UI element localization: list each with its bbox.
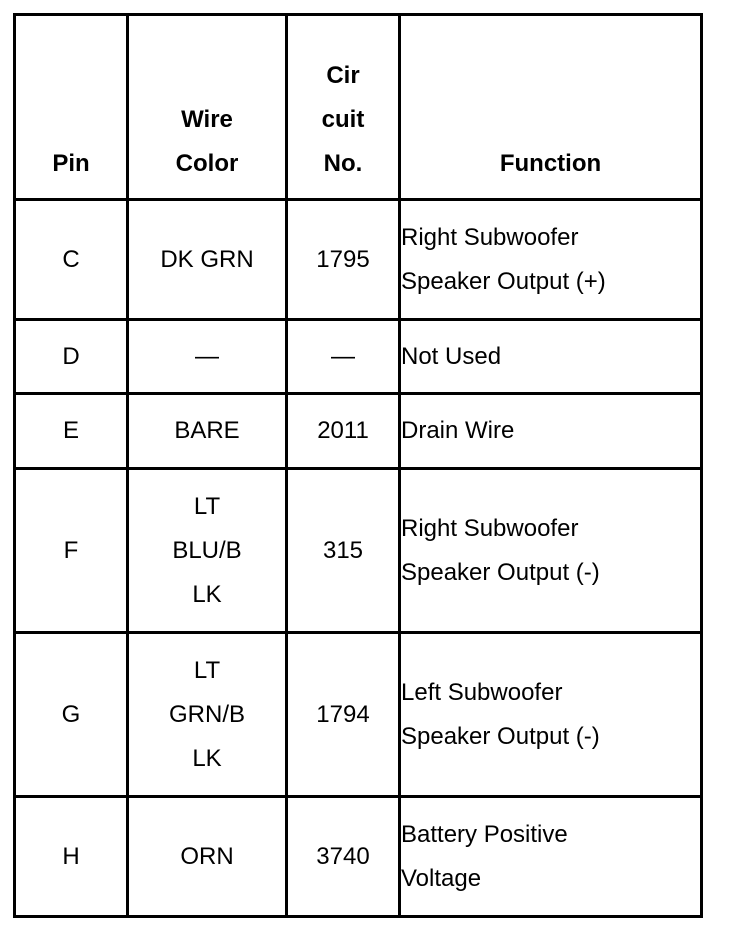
pin-cell: C <box>15 200 128 320</box>
table-row <box>15 797 702 917</box>
circuit-no-cell: 315 <box>287 469 400 633</box>
circuit-no-cell: 2011 <box>287 394 400 469</box>
function-cell: Battery Positive Voltage <box>400 797 702 917</box>
function-cell: Drain Wire <box>400 394 702 469</box>
wire-color-cell: ORN <box>128 797 287 917</box>
header-wire-color: Wire Color <box>128 15 287 200</box>
table-header-row <box>15 15 702 200</box>
circuit-no-cell: — <box>287 320 400 394</box>
table-row <box>15 200 702 320</box>
pin-cell: F <box>15 469 128 633</box>
circuit-no-cell: 1794 <box>287 633 400 797</box>
pin-cell: H <box>15 797 128 917</box>
table-row <box>15 394 702 469</box>
wire-color-cell: LT BLU/B LK <box>128 469 287 633</box>
header-circuit-no: Cir cuit No. <box>287 15 400 200</box>
connector-pinout-table <box>13 13 703 918</box>
circuit-no-cell: 3740 <box>287 797 400 917</box>
table-row <box>15 320 702 394</box>
wire-color-cell: — <box>128 320 287 394</box>
function-cell: Right Subwoofer Speaker Output (-) <box>400 469 702 633</box>
circuit-no-cell: 1795 <box>287 200 400 320</box>
function-cell: Not Used <box>400 320 702 394</box>
pin-cell: E <box>15 394 128 469</box>
wire-color-cell: DK GRN <box>128 200 287 320</box>
wire-color-cell: BARE <box>128 394 287 469</box>
pin-cell: G <box>15 633 128 797</box>
header-pin: Pin <box>15 15 128 200</box>
function-cell: Left Subwoofer Speaker Output (-) <box>400 633 702 797</box>
wire-color-cell: LT GRN/B LK <box>128 633 287 797</box>
pin-cell: D <box>15 320 128 394</box>
table-row <box>15 633 702 797</box>
function-cell: Right Subwoofer Speaker Output (+) <box>400 200 702 320</box>
header-function: Function <box>400 15 702 200</box>
table-row <box>15 469 702 633</box>
